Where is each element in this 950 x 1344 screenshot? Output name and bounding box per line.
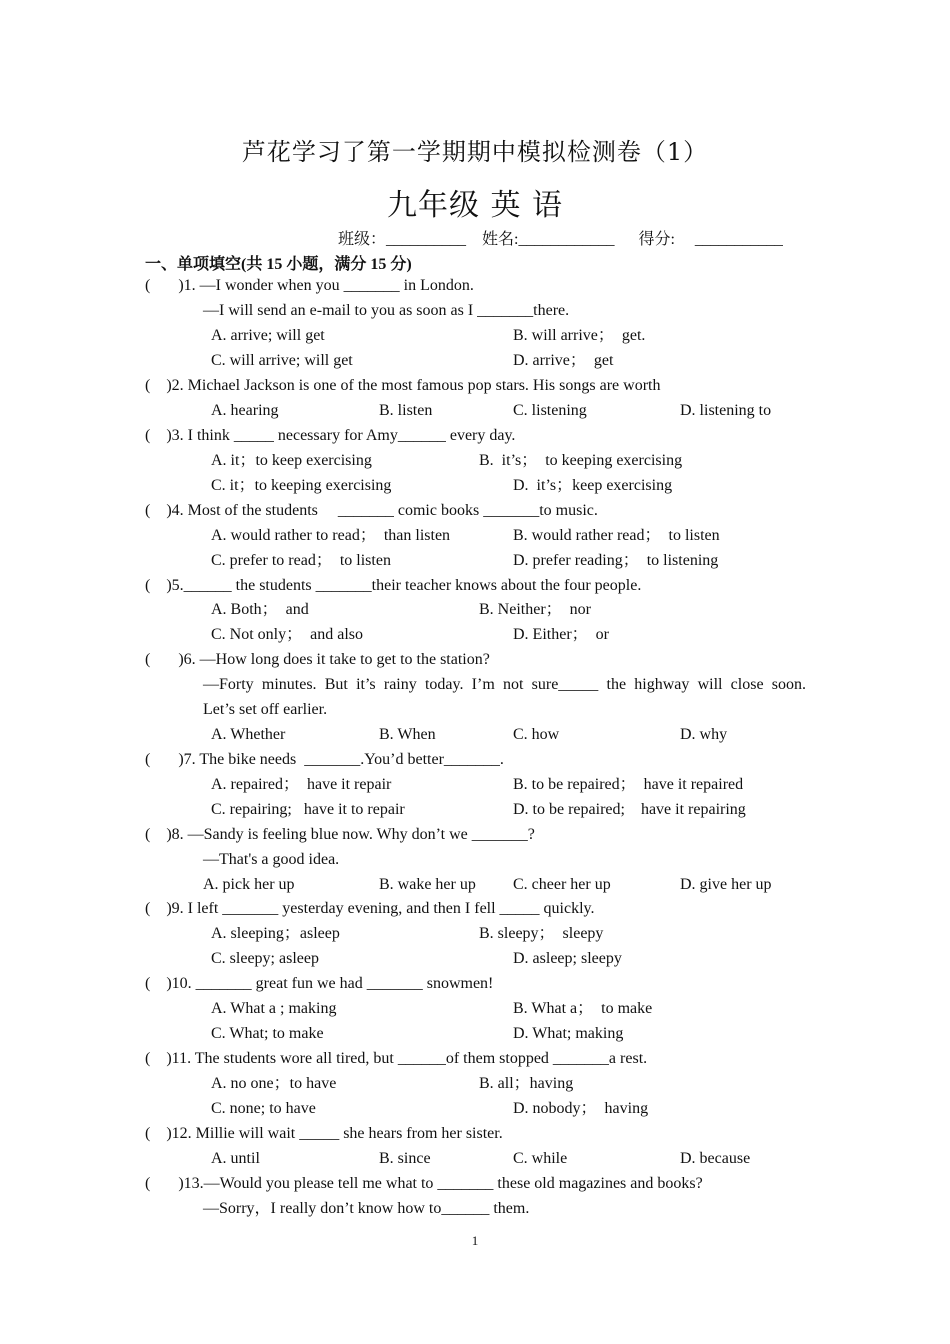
question-6-option-c: C. how (513, 726, 560, 743)
question-6-option-a: A. Whether (211, 726, 286, 743)
question-12-option-c: C. while (513, 1150, 568, 1167)
question-2-stem: ( )2. Michael Jackson is one of the most famous pop stars. His songs are worth (145, 377, 661, 394)
question-1-option-b: B. will arrive； get. (513, 327, 646, 344)
section-title: 一、单项填空(共 15 小题，满分 15 分) (145, 256, 412, 273)
question-2-option-a: A. hearing (211, 402, 279, 419)
question-11-option-b: B. all；having (479, 1075, 574, 1092)
question-4-stem: ( )4. Most of the students _______ comic books _______to music. (145, 502, 598, 519)
question-7-option-d: D. to be repaired; have it repairing (513, 801, 746, 818)
question-11-option-a: A. no one；to have (211, 1075, 337, 1092)
name-label: 姓名:____________ (482, 231, 615, 248)
question-13-line2: —Sorry，I really don’t know how to______ them. (203, 1200, 530, 1217)
question-1-stem: ( )1. —I wonder when you _______ in London. (145, 277, 474, 294)
question-1-option-c: C. will arrive; will get (211, 352, 353, 369)
question-5-stem: ( )5.______ the students _______their teacher knows about the four people. (145, 577, 642, 594)
question-3-option-b: B. it’s； to keeping exercising (479, 452, 683, 469)
question-1-option-d: D. arrive； get (513, 352, 614, 369)
score-label: 得分: (638, 231, 675, 248)
question-7-option-b: B. to be repaired； have it repaired (513, 776, 744, 793)
question-5-option-a: A. Both； and (211, 601, 309, 618)
question-10-option-d: D. What; making (513, 1025, 624, 1042)
question-8-option-d: D. give her up (680, 876, 772, 893)
question-9-option-b: B. sleepy； sleepy (479, 925, 604, 942)
question-5-option-c: C. Not only； and also (211, 626, 363, 643)
question-8-option-a: A. pick her up (203, 876, 295, 893)
question-11-stem: ( )11. The students wore all tired, but ______of them stopped _______a rest. (145, 1050, 648, 1067)
question-6-option-d: D. why (680, 726, 728, 743)
question-2-option-d: D. listening to (680, 402, 772, 419)
question-7-option-a: A. repaired； have it repair (211, 776, 392, 793)
question-6-stem: ( )6. —How long does it take to get to the station? (145, 651, 490, 668)
question-9-option-a: A. sleeping；asleep (211, 925, 340, 942)
question-10-option-a: A. What a ; making (211, 1000, 337, 1017)
student-info (338, 226, 783, 249)
question-4-option-d: D. prefer reading； to listening (513, 552, 719, 569)
question-9-option-c: C. sleepy; asleep (211, 950, 319, 967)
question-11-option-d: D. nobody； having (513, 1100, 649, 1117)
question-4-option-a: A. would rather to read； than listen (211, 527, 451, 544)
question-3-option-c: C. it；to keeping exercising (211, 477, 392, 494)
question-9-option-d: D. asleep; sleepy (513, 950, 622, 967)
question-10-option-c: C. What; to make (211, 1025, 324, 1042)
question-6-option-b: B. When (379, 726, 436, 743)
question-4-option-b: B. would rather read； to listen (513, 527, 720, 544)
question-4-option-c: C. prefer to read； to listen (211, 552, 391, 569)
question-12-option-b: B. since (379, 1150, 431, 1167)
question-3-option-d: D. it’s；keep exercising (513, 477, 673, 494)
question-7-stem: ( )7. The bike needs _______.You’d better_______. (145, 751, 504, 768)
question-5-option-d: D. Either； or (513, 626, 609, 643)
question-6-line2: —Forty minutes. But it’s rainy today. I’m not sure_____ the highway will close soon. (203, 676, 806, 693)
question-8-line2: —That's a good idea. (203, 851, 340, 868)
question-9-stem: ( )9. I left _______ yesterday evening, and then I fell _____ quickly. (145, 900, 595, 917)
question-8-stem: ( )8. —Sandy is feeling blue now. Why don’t we _______? (145, 826, 535, 843)
score-blank: ___________ (694, 231, 783, 248)
class-label: 班级：__________ (338, 231, 467, 248)
question-6-line3: Let’s set off earlier. (203, 701, 328, 718)
question-8-option-c: C. cheer her up (513, 876, 611, 893)
question-12-stem: ( )12. Millie will wait _____ she hears from her sister. (145, 1125, 503, 1142)
question-8-option-b: B. wake her up (379, 876, 476, 893)
question-1-line2: —I will send an e-mail to you as soon as I _______there. (203, 302, 570, 319)
question-10-option-b: B. What a； to make (513, 1000, 653, 1017)
question-13-stem: ( )13.—Would you please tell me what to _______ these old magazines and books? (145, 1175, 703, 1192)
question-3-option-a: A. it；to keep exercising (211, 452, 372, 469)
page-subtitle: 九年级 英 语 (386, 188, 564, 223)
page-title: 芦花学习了第一学期期中模拟检测卷（1） (241, 138, 709, 166)
question-7-option-c: C. repairing; have it to repair (211, 801, 405, 818)
page-number: 1 (471, 1233, 479, 1248)
question-11-option-c: C. none; to have (211, 1100, 316, 1117)
question-5-option-b: B. Neither； nor (479, 601, 591, 618)
question-1-option-a: A. arrive; will get (211, 327, 325, 344)
question-12-option-d: D. because (680, 1150, 751, 1167)
question-10-stem: ( )10. _______ great fun we had _______ snowmen! (145, 975, 494, 992)
question-2-option-b: B. listen (379, 402, 433, 419)
question-12-option-a: A. until (211, 1150, 260, 1167)
question-2-option-c: C. listening (513, 402, 587, 419)
question-3-stem: ( )3. I think _____ necessary for Amy______ every day. (145, 427, 516, 444)
